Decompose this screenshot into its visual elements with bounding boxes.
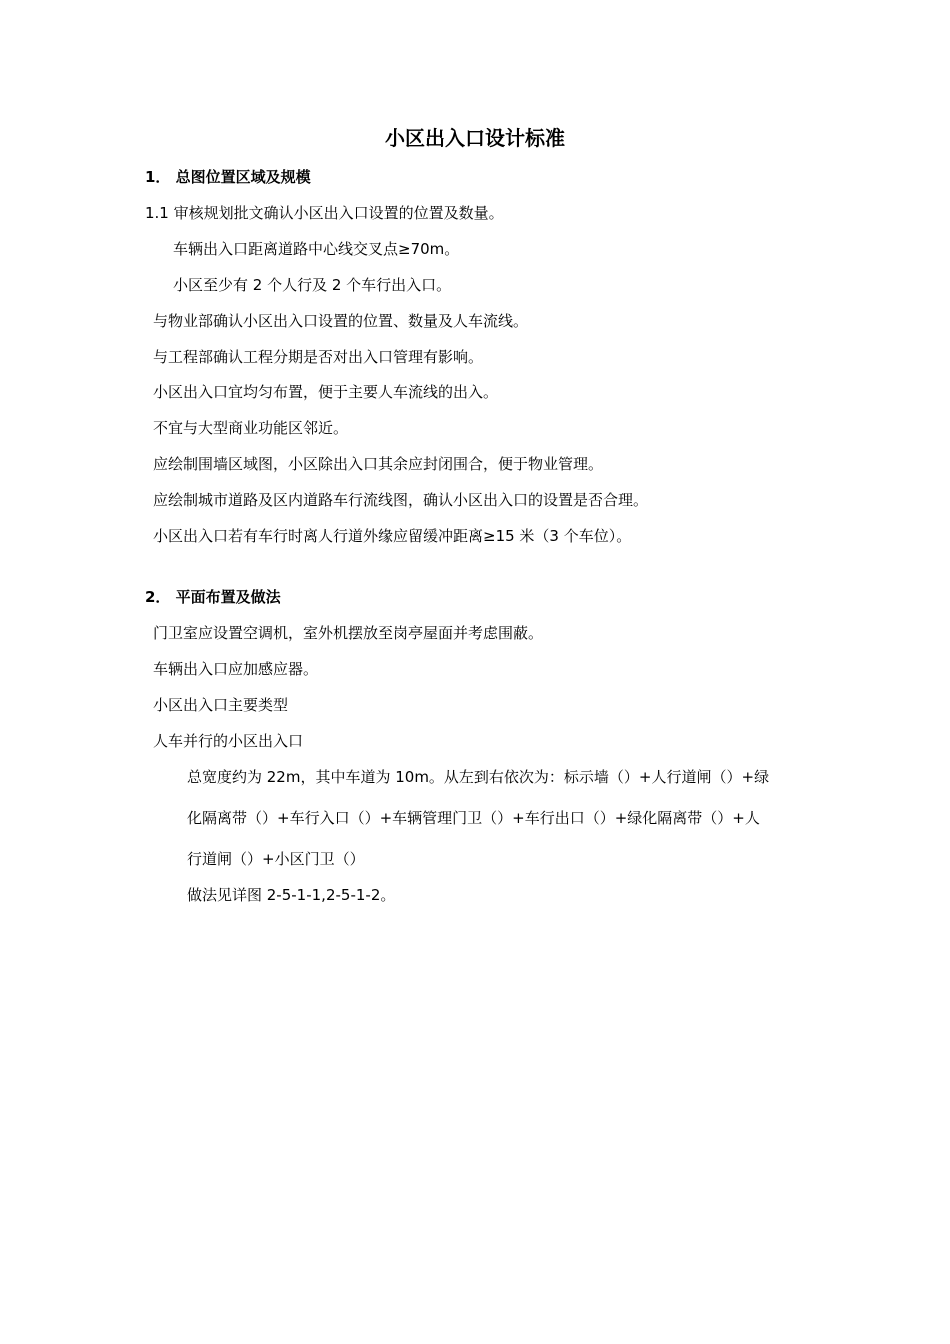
section-1-line: 与物业部确认小区出入口设置的位置、数量及人车流线。	[153, 312, 529, 330]
section-1-line: 不宜与大型商业功能区邻近。	[153, 419, 349, 437]
section-1-line: 1.1 审核规划批文确认小区出入口设置的位置及数量。	[145, 204, 504, 222]
section-1-line: 车辆出入口距离道路中心线交叉点≥70m。	[173, 240, 460, 258]
section-1-line: 应绘制城市道路及区内道路车行流线图，确认小区出入口的设置是否合理。	[153, 491, 649, 509]
section-2-line: 门卫室应设置空调机，室外机摆放至岗亭屋面并考虑围蔽。	[153, 624, 544, 642]
section-1-line: 小区至少有 2 个人行及 2 个车行出入口。	[173, 276, 452, 294]
document-title: 小区出入口设计标准	[385, 126, 565, 150]
section-1-heading: 1． 总图位置区域及规模	[145, 168, 311, 186]
section-2-line: 车辆出入口应加感应器。	[153, 660, 319, 678]
section-2-line: 小区出入口主要类型	[153, 696, 289, 714]
section-1-line: 与工程部确认工程分期是否对出入口管理有影响。	[153, 348, 484, 366]
section-2-line: 行道闸（）+小区门卫（）	[187, 850, 365, 868]
section-2-line: 总宽度约为 22m，其中车道为 10m。从左到右依次为：标示墙（）+人行道闸（）+绿	[187, 768, 770, 786]
section-2-line: 做法见详图 2-5-1-1,2-5-1-2。	[187, 886, 396, 904]
section-2-line: 化隔离带（）+车行入口（）+车辆管理门卫（）+车行出口（）+绿化隔离带（）+人	[187, 809, 760, 827]
section-1-line: 应绘制围墙区域图，小区除出入口其余应封闭围合，便于物业管理。	[153, 455, 604, 473]
section-2-line: 人车并行的小区出入口	[153, 732, 304, 750]
section-2-heading: 2． 平面布置及做法	[145, 588, 281, 606]
section-1-line: 小区出入口宜均匀布置，便于主要人车流线的出入。	[153, 383, 499, 401]
section-1-line: 小区出入口若有车行时离人行道外缘应留缓冲距离≥15 米（3 个车位）。	[153, 527, 632, 545]
